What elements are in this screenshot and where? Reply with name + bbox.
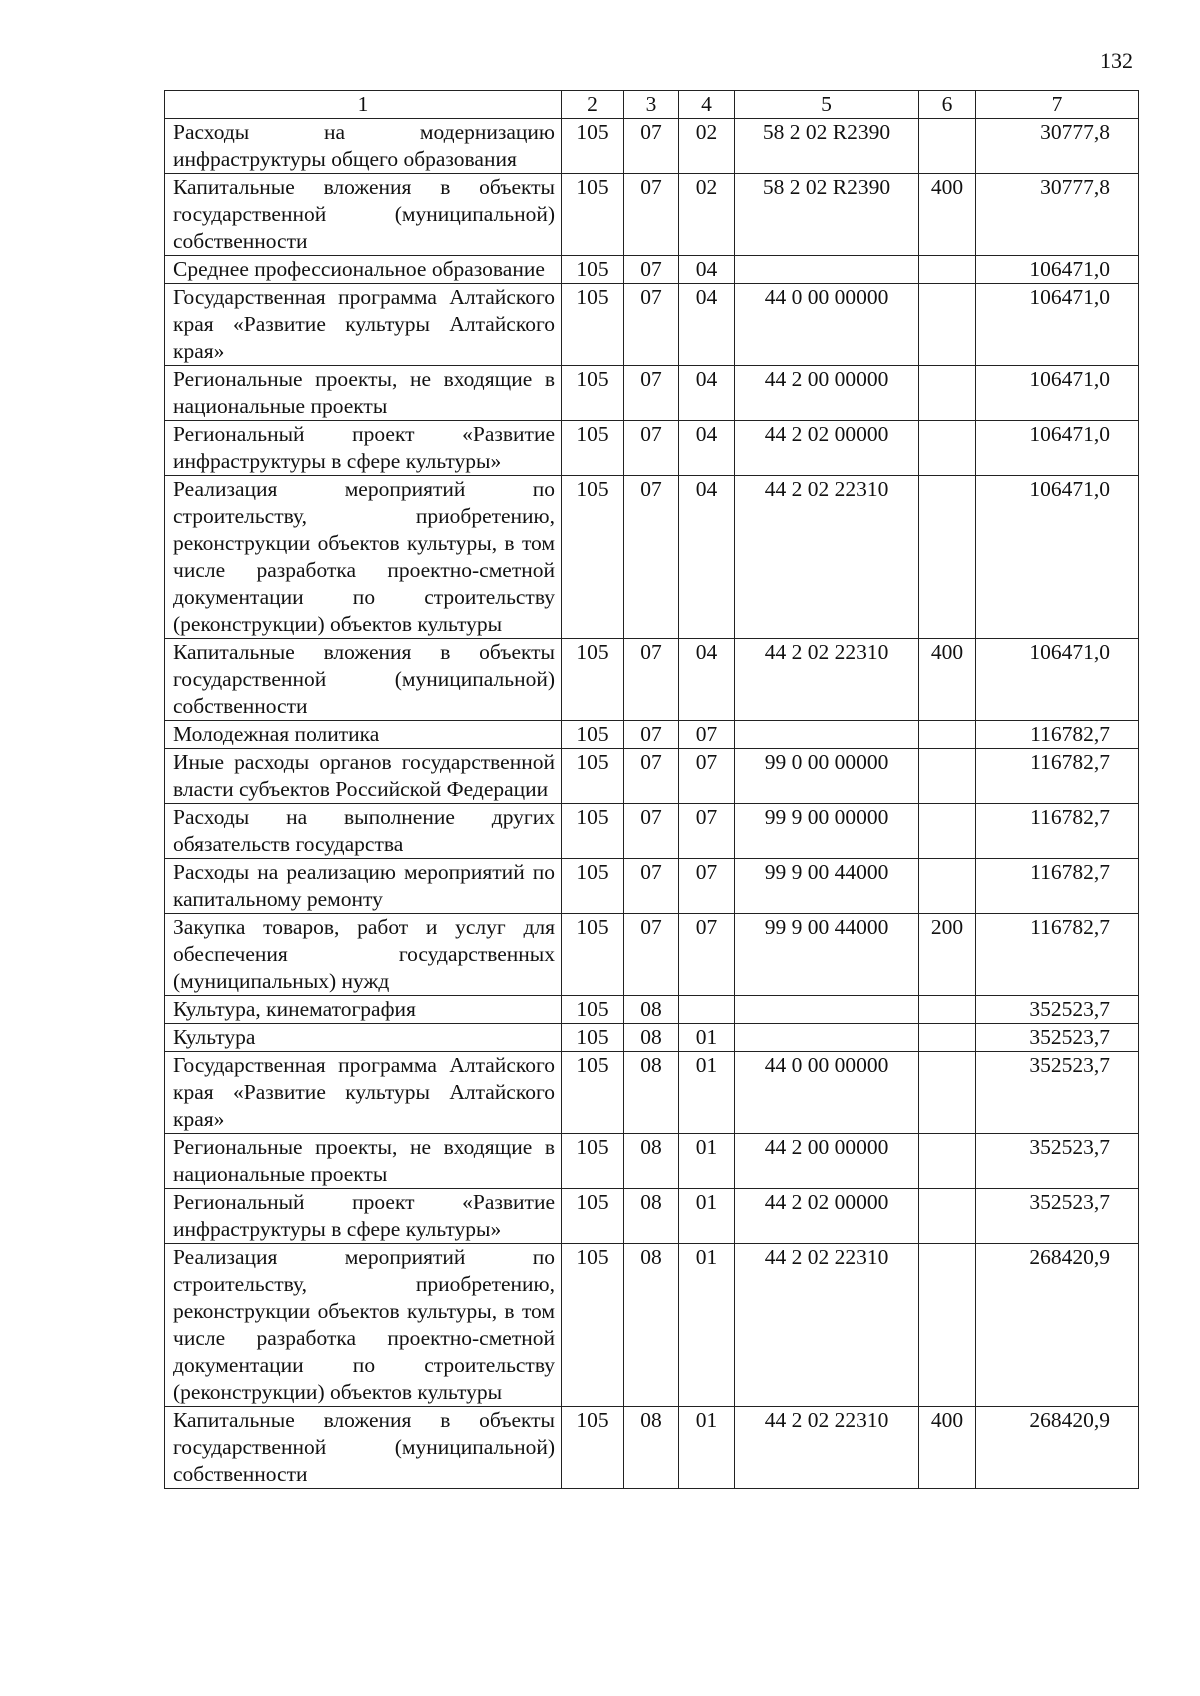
amount: 30777,8 <box>976 119 1139 174</box>
code-ministry: 105 <box>562 996 624 1024</box>
code-target-article: 44 2 02 22310 <box>735 1407 919 1489</box>
code-expense-type <box>919 1189 976 1244</box>
code-expense-type <box>919 1052 976 1134</box>
code-section: 07 <box>624 804 679 859</box>
code-expense-type: 400 <box>919 174 976 256</box>
amount: 116782,7 <box>976 859 1139 914</box>
code-expense-type <box>919 996 976 1024</box>
code-section: 08 <box>624 1024 679 1052</box>
code-ministry: 105 <box>562 1189 624 1244</box>
item-name: Культура, кинематография <box>165 996 562 1024</box>
table-row <box>165 284 1139 366</box>
code-expense-type <box>919 1244 976 1407</box>
item-name: Реализация мероприятий по строительству, приобретению, реконструкции объектов культуры, в том числе разработка проектно-сметной документации по строительству (реконструкции) объектов культуры <box>165 476 562 639</box>
column-header: 4 <box>679 91 735 119</box>
code-ministry: 105 <box>562 749 624 804</box>
code-section: 07 <box>624 914 679 996</box>
code-expense-type <box>919 721 976 749</box>
code-section: 07 <box>624 284 679 366</box>
code-expense-type <box>919 859 976 914</box>
code-section: 07 <box>624 119 679 174</box>
table-row <box>165 859 1139 914</box>
code-ministry: 105 <box>562 1024 624 1052</box>
code-ministry: 105 <box>562 1134 624 1189</box>
code-target-article: 99 0 00 00000 <box>735 749 919 804</box>
code-subsection: 01 <box>679 1134 735 1189</box>
code-target-article: 44 2 02 22310 <box>735 639 919 721</box>
code-expense-type <box>919 476 976 639</box>
amount: 106471,0 <box>976 256 1139 284</box>
code-expense-type <box>919 366 976 421</box>
code-ministry: 105 <box>562 1407 624 1489</box>
code-ministry: 105 <box>562 1244 624 1407</box>
code-ministry: 105 <box>562 914 624 996</box>
code-subsection: 01 <box>679 1052 735 1134</box>
code-expense-type: 200 <box>919 914 976 996</box>
table-row <box>165 804 1139 859</box>
item-name: Среднее профессиональное образование <box>165 256 562 284</box>
column-header: 6 <box>919 91 976 119</box>
code-section: 08 <box>624 1407 679 1489</box>
table-row <box>165 421 1139 476</box>
item-name: Капитальные вложения в объекты государственной (муниципальной) собственности <box>165 639 562 721</box>
code-subsection: 07 <box>679 914 735 996</box>
code-section: 07 <box>624 476 679 639</box>
code-subsection: 07 <box>679 859 735 914</box>
code-ministry: 105 <box>562 476 624 639</box>
item-name: Капитальные вложения в объекты государственной (муниципальной) собственности <box>165 1407 562 1489</box>
page-number: 132 <box>1100 48 1133 73</box>
item-name: Расходы на модернизацию инфраструктуры общего образования <box>165 119 562 174</box>
code-ministry: 105 <box>562 421 624 476</box>
code-section: 07 <box>624 721 679 749</box>
item-name: Государственная программа Алтайского края «Развитие культуры Алтайского края» <box>165 1052 562 1134</box>
code-expense-type: 400 <box>919 639 976 721</box>
code-expense-type <box>919 1134 976 1189</box>
code-section: 07 <box>624 421 679 476</box>
code-expense-type <box>919 804 976 859</box>
code-ministry: 105 <box>562 174 624 256</box>
code-ministry: 105 <box>562 721 624 749</box>
code-subsection: 01 <box>679 1244 735 1407</box>
amount: 30777,8 <box>976 174 1139 256</box>
item-name: Капитальные вложения в объекты государственной (муниципальной) собственности <box>165 174 562 256</box>
code-target-article: 44 2 02 22310 <box>735 476 919 639</box>
amount: 106471,0 <box>976 639 1139 721</box>
column-header: 5 <box>735 91 919 119</box>
item-name: Культура <box>165 1024 562 1052</box>
code-target-article <box>735 721 919 749</box>
column-header: 1 <box>165 91 562 119</box>
table-row <box>165 1134 1139 1189</box>
amount: 352523,7 <box>976 1052 1139 1134</box>
code-subsection: 04 <box>679 639 735 721</box>
table-row <box>165 639 1139 721</box>
item-name: Региональный проект «Развитие инфраструктуры в сфере культуры» <box>165 421 562 476</box>
code-subsection: 07 <box>679 749 735 804</box>
table-body <box>165 119 1139 1489</box>
code-expense-type: 400 <box>919 1407 976 1489</box>
code-target-article: 99 9 00 44000 <box>735 859 919 914</box>
amount: 106471,0 <box>976 421 1139 476</box>
column-header: 3 <box>624 91 679 119</box>
header-row <box>165 91 1139 119</box>
code-target-article: 99 9 00 00000 <box>735 804 919 859</box>
item-name: Иные расходы органов государственной власти субъектов Российской Федерации <box>165 749 562 804</box>
column-header: 7 <box>976 91 1139 119</box>
amount: 106471,0 <box>976 366 1139 421</box>
code-expense-type <box>919 284 976 366</box>
table-row <box>165 914 1139 996</box>
code-ministry: 105 <box>562 639 624 721</box>
code-ministry: 105 <box>562 284 624 366</box>
item-name: Региональный проект «Развитие инфраструктуры в сфере культуры» <box>165 1189 562 1244</box>
code-section: 07 <box>624 174 679 256</box>
code-ministry: 105 <box>562 119 624 174</box>
code-subsection: 01 <box>679 1189 735 1244</box>
code-section: 07 <box>624 639 679 721</box>
code-target-article: 58 2 02 R2390 <box>735 119 919 174</box>
amount: 106471,0 <box>976 284 1139 366</box>
table-row <box>165 749 1139 804</box>
item-name: Государственная программа Алтайского края «Развитие культуры Алтайского края» <box>165 284 562 366</box>
code-target-article: 44 2 00 00000 <box>735 366 919 421</box>
item-name: Расходы на реализацию мероприятий по капитальному ремонту <box>165 859 562 914</box>
code-section: 07 <box>624 366 679 421</box>
code-subsection: 04 <box>679 366 735 421</box>
amount: 268420,9 <box>976 1244 1139 1407</box>
item-name: Молодежная политика <box>165 721 562 749</box>
code-subsection: 01 <box>679 1024 735 1052</box>
code-target-article: 58 2 02 R2390 <box>735 174 919 256</box>
code-subsection: 07 <box>679 804 735 859</box>
code-target-article: 99 9 00 44000 <box>735 914 919 996</box>
table-row <box>165 476 1139 639</box>
code-expense-type <box>919 256 976 284</box>
table-row <box>165 721 1139 749</box>
code-ministry: 105 <box>562 804 624 859</box>
code-section: 08 <box>624 1244 679 1407</box>
item-name: Расходы на выполнение других обязательств государства <box>165 804 562 859</box>
table-row <box>165 996 1139 1024</box>
budget-table <box>164 90 1139 1489</box>
code-subsection: 07 <box>679 721 735 749</box>
code-section: 08 <box>624 1189 679 1244</box>
amount: 352523,7 <box>976 1024 1139 1052</box>
item-name: Реализация мероприятий по строительству, приобретению, реконструкции объектов культуры, в том числе разработка проектно-сметной документации по строительству (реконструкции) объектов культуры <box>165 1244 562 1407</box>
table-row <box>165 1024 1139 1052</box>
code-target-article <box>735 996 919 1024</box>
amount: 116782,7 <box>976 804 1139 859</box>
code-expense-type <box>919 421 976 476</box>
table-row <box>165 1407 1139 1489</box>
code-subsection: 04 <box>679 476 735 639</box>
code-subsection: 04 <box>679 421 735 476</box>
item-name: Закупка товаров, работ и услуг для обеспечения государственных (муниципальных) нужд <box>165 914 562 996</box>
code-subsection <box>679 996 735 1024</box>
code-target-article: 44 2 02 00000 <box>735 421 919 476</box>
amount: 116782,7 <box>976 721 1139 749</box>
column-header: 2 <box>562 91 624 119</box>
table-row <box>165 174 1139 256</box>
item-name: Региональные проекты, не входящие в национальные проекты <box>165 366 562 421</box>
code-section: 08 <box>624 1134 679 1189</box>
code-expense-type <box>919 1024 976 1052</box>
amount: 268420,9 <box>976 1407 1139 1489</box>
code-target-article: 44 0 00 00000 <box>735 284 919 366</box>
table-row <box>165 1052 1139 1134</box>
amount: 352523,7 <box>976 996 1139 1024</box>
code-subsection: 02 <box>679 174 735 256</box>
code-subsection: 01 <box>679 1407 735 1489</box>
table-row <box>165 256 1139 284</box>
table-row <box>165 1244 1139 1407</box>
code-section: 08 <box>624 1052 679 1134</box>
amount: 116782,7 <box>976 914 1139 996</box>
code-ministry: 105 <box>562 1052 624 1134</box>
code-subsection: 04 <box>679 256 735 284</box>
code-section: 07 <box>624 859 679 914</box>
code-subsection: 02 <box>679 119 735 174</box>
code-section: 07 <box>624 256 679 284</box>
code-ministry: 105 <box>562 366 624 421</box>
code-target-article: 44 0 00 00000 <box>735 1052 919 1134</box>
table-row <box>165 119 1139 174</box>
code-subsection: 04 <box>679 284 735 366</box>
item-name: Региональные проекты, не входящие в национальные проекты <box>165 1134 562 1189</box>
code-ministry: 105 <box>562 859 624 914</box>
amount: 106471,0 <box>976 476 1139 639</box>
code-expense-type <box>919 749 976 804</box>
code-target-article: 44 2 02 22310 <box>735 1244 919 1407</box>
code-target-article <box>735 1024 919 1052</box>
code-section: 08 <box>624 996 679 1024</box>
code-target-article: 44 2 02 00000 <box>735 1189 919 1244</box>
amount: 352523,7 <box>976 1189 1139 1244</box>
code-ministry: 105 <box>562 256 624 284</box>
amount: 116782,7 <box>976 749 1139 804</box>
amount: 352523,7 <box>976 1134 1139 1189</box>
code-expense-type <box>919 119 976 174</box>
code-target-article <box>735 256 919 284</box>
code-section: 07 <box>624 749 679 804</box>
code-target-article: 44 2 00 00000 <box>735 1134 919 1189</box>
table-row <box>165 1189 1139 1244</box>
table-row <box>165 366 1139 421</box>
